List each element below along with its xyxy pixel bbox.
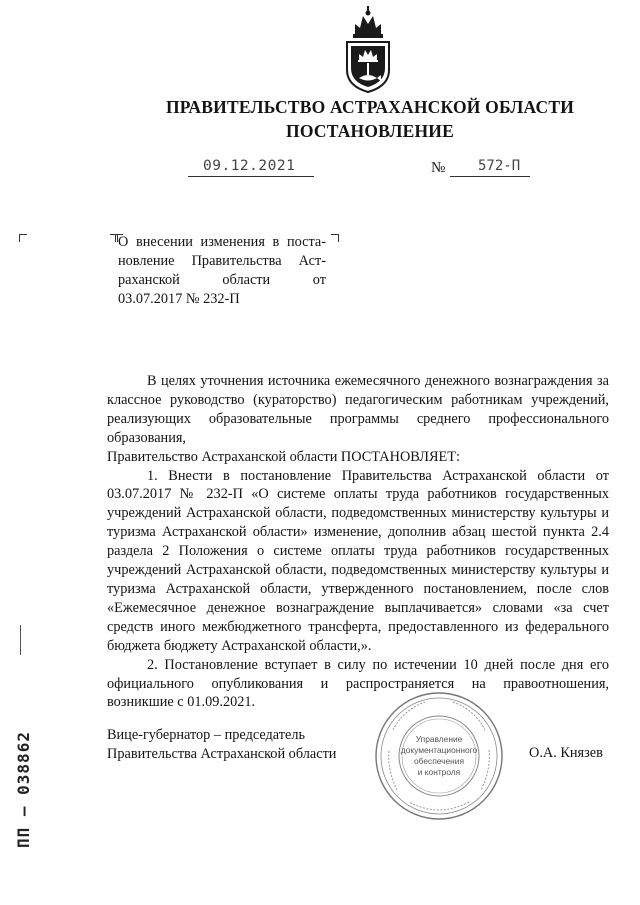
- official-stamp: [373, 690, 505, 822]
- document-body: [107, 372, 609, 712]
- body-item-1: 1. Внести в постановление Правительства Астраханской области от 03.07.2017 № 232-П «О системе оплаты труда работников государственных учреждений Астраханской области, подведомственных министерству культуры и туризма Астраханской области» изменение, дополнив абзац шестой пункта 2.4 раздела 2 Положения о системе оплаты труда работников государственных учреждений Астраханской области, подведомственных министерству культуры и туризма Астраханской области, утвержденного постановлением, после слов «Ежемесячное денежное вознаграждение выплачивается» словами «за счет средств иного межбюджетного трансферта, предоставленного из федерального бюджета бюджету Астраханской области,».: [107, 467, 609, 654]
- side-registration-code: [2, 720, 42, 850]
- corner-bracket-left: [19, 234, 27, 242]
- stamp-line: Управление: [415, 734, 463, 744]
- signatory-position-line: Правительства Астраханской области: [107, 746, 337, 762]
- subject-line: раханской области от: [118, 272, 326, 288]
- number-underline: [450, 176, 530, 177]
- date-underline: [188, 176, 314, 177]
- body-item-2: 2. Постановление вступает в силу по истечении 10 дней после дня его официального опубликования и распространяется на правоотношения, возникшие с 01.09.2021.: [107, 656, 609, 711]
- corner-bracket-right: [331, 234, 339, 242]
- stamp-line: обеспечения: [414, 756, 464, 766]
- document-type: ПОСТАНОВЛЕНИЕ: [286, 121, 454, 141]
- stamp-line: документационного: [400, 745, 478, 755]
- subject-line: 03.07.2017 № 232-П: [118, 291, 240, 307]
- number-sign: №: [431, 160, 446, 176]
- government-title: ПРАВИТЕЛЬСТВО АСТРАХАНСКОЙ ОБЛАСТИ: [165, 97, 575, 117]
- body-intro-paragraph: В целях уточнения источника ежемесячного денежного вознаграждения за классное руководство (кураторство) педагогическим работникам учреждений, реализующих образовательные программы среднего профессионального образования,: [107, 373, 609, 446]
- body-resolves-line: Правительство Астраханской области ПОСТАНОВЛЯЕТ:: [107, 448, 460, 465]
- document-number: 572-П: [478, 158, 521, 174]
- registration-code: ПП – 038862: [14, 731, 33, 848]
- margin-line: [20, 625, 21, 655]
- stamp-line: и контроля: [417, 767, 461, 777]
- coat-of-arms-emblem: [337, 4, 399, 96]
- signatory-position-line: Вице-губернатор – председатель: [107, 727, 306, 743]
- signatory-name: О.А. Князев: [529, 745, 603, 761]
- subject-line: новление Правительства Аст-: [118, 253, 326, 269]
- document-subject: [118, 233, 326, 309]
- subject-line: О внесении изменения в поста-: [118, 234, 326, 250]
- document-date: 09.12.2021: [203, 158, 296, 174]
- signatory-position: [107, 726, 336, 764]
